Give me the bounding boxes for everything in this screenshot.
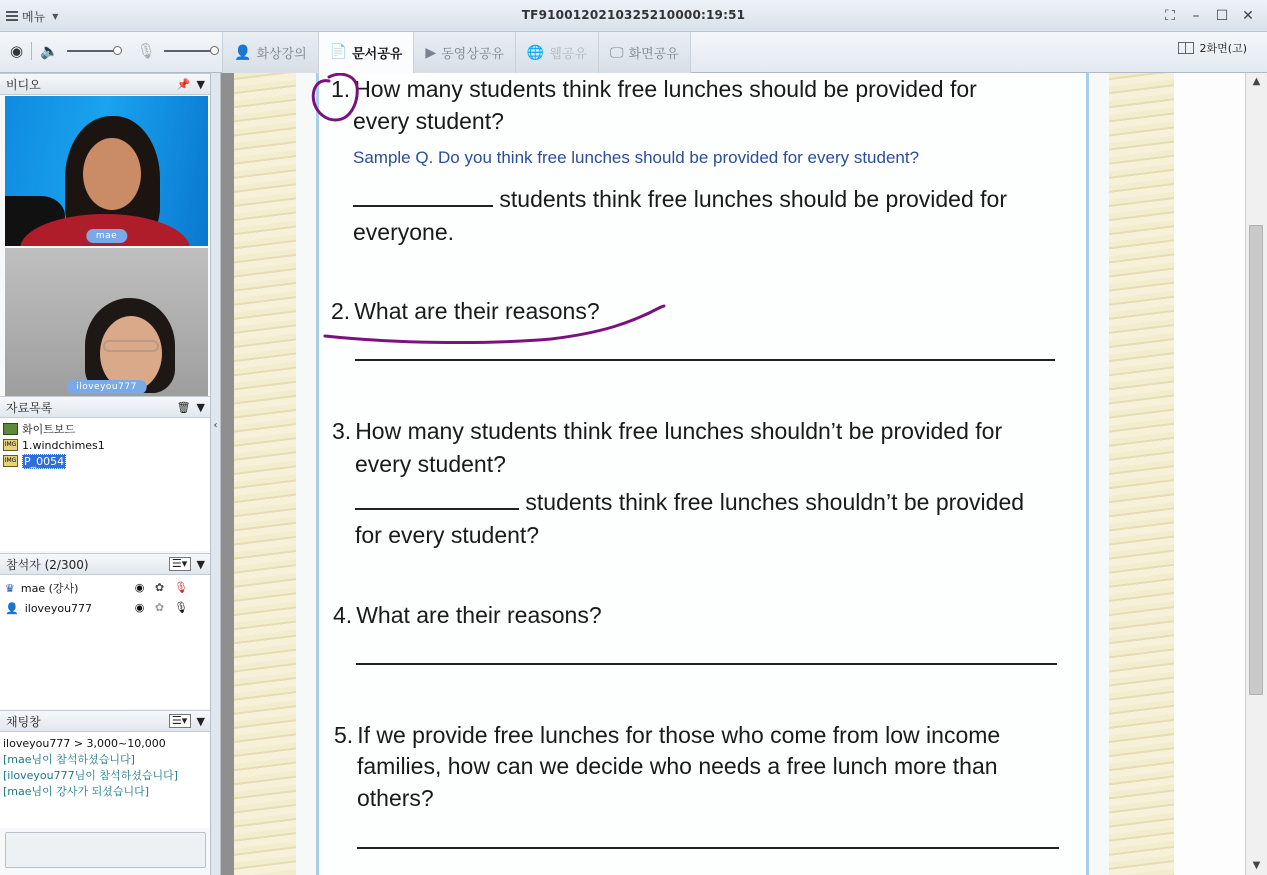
microphone-icon[interactable]: 🎙	[136, 42, 156, 60]
close-icon[interactable]: ✕	[1242, 8, 1254, 24]
whiteboard-icon	[3, 423, 18, 435]
chat-input[interactable]	[5, 832, 206, 868]
slider-knob[interactable]	[210, 46, 219, 55]
microphone-icon[interactable]: 🎙	[174, 601, 188, 614]
tab-bar	[222, 32, 691, 73]
question-1-line-2: every student?	[353, 108, 504, 134]
webcam-icon[interactable]: ◉	[134, 581, 145, 594]
list-view-icon[interactable]: ☰▾	[169, 714, 191, 728]
play-icon: ▶	[425, 44, 437, 61]
person-icon: 👤	[234, 44, 252, 61]
list-view-icon[interactable]: ☰▾	[169, 557, 191, 571]
file-item-windchimes[interactable]	[0, 437, 210, 453]
chat-log	[0, 732, 210, 828]
slider-knob[interactable]	[113, 46, 122, 55]
video-feed-student[interactable]	[5, 248, 208, 397]
viewer-margin	[221, 73, 234, 875]
chevron-down-icon[interactable]: ▼	[196, 400, 205, 414]
chat-message: iloveyou777 > 3,000~10,000	[3, 737, 166, 750]
chat-system-message: [mae님이 강사가 되셨습니다]	[3, 785, 150, 798]
palette-icon[interactable]: ✿	[154, 601, 165, 614]
speaker-volume-slider[interactable]	[67, 50, 117, 52]
chat-panel-header	[0, 710, 210, 732]
file-panel-header	[0, 396, 210, 418]
tab-document-share[interactable]	[318, 32, 414, 73]
person-icon: 👤	[5, 601, 19, 615]
tab-label: 웹공유	[549, 47, 588, 62]
palette-icon[interactable]: ✿	[154, 581, 165, 594]
chevron-down-icon[interactable]: ▼	[196, 557, 205, 571]
scroll-up-icon[interactable]: ▲	[1252, 76, 1261, 87]
participant-name: mae (강사)	[20, 582, 79, 595]
file-list	[0, 418, 210, 551]
tab-label: 화상강의	[256, 47, 307, 62]
layout-grid-icon	[1178, 42, 1194, 54]
window-title: TF9100120210325210000:19:51	[521, 8, 746, 22]
chat-system-message: [iloveyou777님이 참석하셨습니다]	[3, 769, 179, 782]
question-number: 5.	[334, 722, 354, 748]
question-text: If we provide free lunches for those who come from low income	[357, 722, 1001, 748]
paper-border-left	[234, 73, 296, 875]
question-5-line-2: families, how can we decide who needs a free lunch more than	[357, 753, 998, 779]
pin-icon[interactable]: 📌	[176, 77, 191, 91]
answer-blank	[355, 490, 519, 510]
document-icon: 📄	[329, 44, 348, 60]
answer-3-line-2: for every student?	[355, 522, 540, 548]
video-panel-header	[0, 73, 210, 95]
crown-icon: ♛	[5, 581, 15, 595]
tab-label: 문서공유	[352, 46, 403, 62]
screen-mode-label: 2화면(고)	[1199, 42, 1247, 55]
file-item-whiteboard[interactable]	[0, 421, 210, 437]
speaker-icon[interactable]: 🔈	[40, 42, 59, 60]
question-text: How many students think free lunches should be provided for	[354, 76, 977, 102]
file-item-p0054[interactable]	[0, 453, 210, 469]
question-text: What are their reasons?	[354, 298, 600, 324]
question-3-line-2: every student?	[355, 451, 506, 477]
viewer-right-area	[1174, 73, 1245, 875]
answer-text: students think free lunches should be provided for	[499, 186, 1007, 212]
minimize-icon[interactable]: –	[1192, 8, 1200, 24]
chat-system-message: [mae님이 참석하셨습니다]	[3, 753, 135, 766]
window-controls	[1159, 5, 1259, 27]
globe-icon: 🌐	[526, 44, 545, 61]
answer-line	[357, 847, 1059, 849]
caret-down-icon: ▼	[52, 11, 59, 21]
answer-3	[355, 486, 1024, 518]
vertical-scrollbar[interactable]	[1245, 73, 1267, 875]
fullscreen-icon[interactable]: ⛶	[1165, 8, 1175, 24]
question-number: 1.	[331, 76, 351, 102]
question-text: What are their reasons?	[356, 602, 602, 628]
question-5-line-3: others?	[357, 785, 434, 811]
video-name-badge: iloveyou777	[66, 380, 147, 394]
tab-label: 화면공유	[628, 47, 679, 62]
monitor-icon: 🖵	[610, 44, 624, 61]
participant-row[interactable]	[0, 578, 210, 598]
video-name-badge: mae	[86, 229, 127, 243]
chevron-down-icon[interactable]: ▼	[196, 77, 205, 91]
participants-panel-title: 참석자 (2/300)	[6, 557, 89, 572]
microphone-active-icon[interactable]: 🎙	[174, 581, 188, 594]
participant-name: iloveyou777	[24, 601, 93, 615]
webcam-icon[interactable]: ◉	[10, 42, 24, 60]
sample-question: Sample Q. Do you think free lunches should be provided for every student?	[353, 148, 920, 167]
answer-1	[353, 183, 1007, 215]
tab-web-share[interactable]	[515, 32, 598, 73]
title-bar	[0, 0, 1267, 32]
question-2	[331, 295, 600, 327]
file-label: P_0054	[24, 454, 65, 468]
answer-text: students think free lunches shouldn’t be provided	[525, 489, 1025, 515]
question-4	[333, 599, 602, 631]
divider	[31, 42, 32, 60]
chevron-down-icon[interactable]: ▼	[196, 714, 205, 728]
tab-label: 동영상공유	[441, 47, 504, 62]
answer-blank	[353, 187, 493, 207]
question-3	[332, 415, 1002, 447]
participant-list	[0, 575, 210, 709]
question-number: 4.	[333, 602, 353, 628]
file-label: 1.windchimes1	[22, 438, 105, 452]
chat-panel-title: 채팅창	[6, 714, 41, 729]
glasses	[103, 340, 159, 352]
webcam-icon[interactable]: ◉	[134, 601, 145, 614]
screen-mode-button[interactable]	[1178, 40, 1247, 56]
toolbar	[0, 32, 1267, 73]
collapse-panel-icon[interactable]: ‹	[213, 420, 218, 431]
video-panel-title: 비디오	[6, 77, 41, 92]
left-panel	[0, 73, 211, 875]
microphone-volume-slider[interactable]	[164, 50, 214, 52]
tab-video-lecture[interactable]	[222, 32, 318, 73]
image-file-icon: IMG	[3, 455, 18, 467]
file-panel-title: 자료목록	[6, 400, 53, 415]
file-label: 화이트보드	[22, 423, 76, 436]
tab-video-share[interactable]	[413, 32, 515, 73]
video-feed-teacher[interactable]	[5, 96, 208, 246]
document-viewer[interactable]	[220, 73, 1245, 875]
question-number: 2.	[331, 298, 351, 324]
maximize-icon[interactable]: ☐	[1215, 8, 1229, 24]
answer-line	[356, 663, 1057, 665]
answer-1-line-2: everyone.	[353, 219, 455, 245]
menu-label: 메뉴	[22, 9, 46, 24]
participants-panel-header	[0, 553, 210, 575]
tab-screen-share[interactable]	[598, 32, 691, 73]
trash-icon[interactable]: 🗑	[176, 400, 191, 414]
scroll-down-icon[interactable]: ▼	[1252, 860, 1261, 871]
question-5	[334, 719, 1000, 751]
audio-video-controls	[10, 42, 214, 60]
face	[83, 138, 141, 210]
image-file-icon: IMG	[3, 439, 18, 451]
question-number: 3.	[332, 418, 352, 444]
question-text: How many students think free lunches shouldn’t be provided for	[355, 418, 1003, 444]
question-1	[331, 73, 977, 105]
paper-border-right	[1109, 73, 1174, 875]
answer-line	[355, 359, 1055, 361]
scrollbar-thumb[interactable]	[1249, 225, 1263, 695]
participant-row[interactable]	[0, 598, 210, 618]
